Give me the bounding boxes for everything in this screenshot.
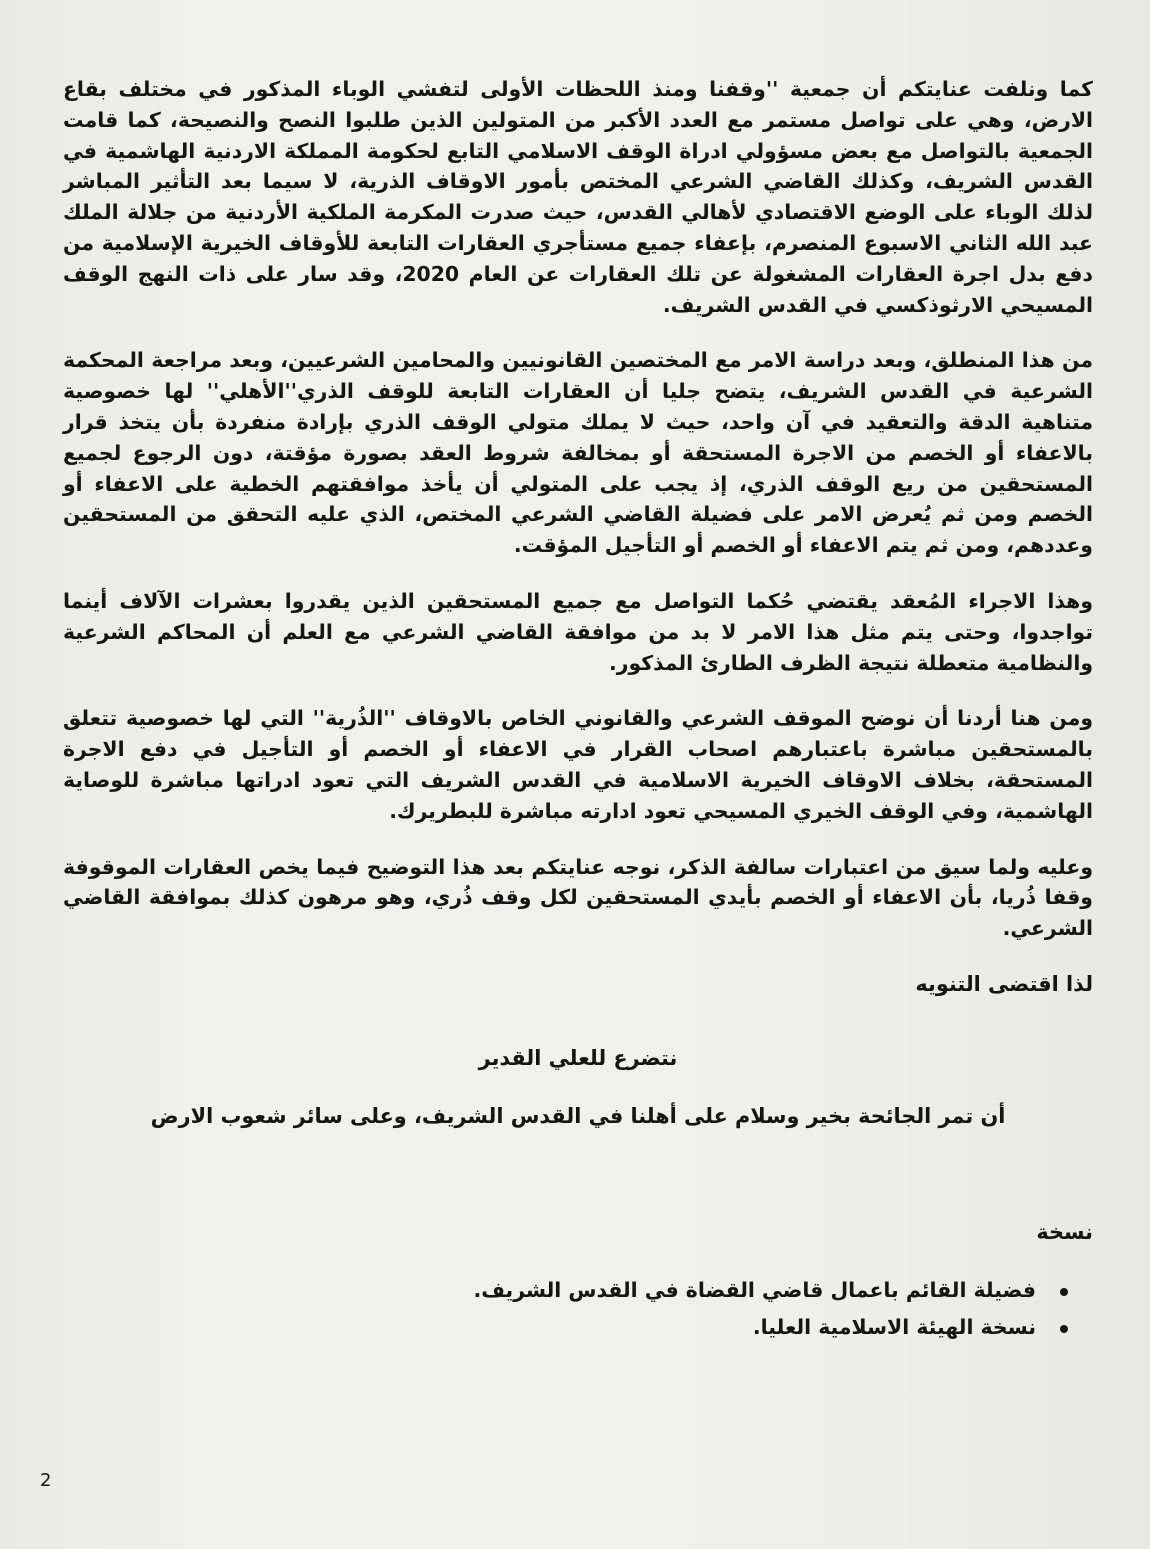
paragraph-3: وهذا الاجراء المُعقد يقتضي حُكما التواصل مع جميع المستحقين الذين يقدروا بعشرات الآلاف أينما تواجدوا، وحتى يتم مثل هذا الامر لا بد من موافقة القاضي الشرعي مع العلم أن المحاكم الشرعية والنظامية متعطلة نتيجة الظرف الطارئ المذكور. [63, 588, 1093, 675]
bullet-dot-icon [1060, 1288, 1068, 1296]
copy-list [63, 1275, 1093, 1343]
copy-item-text: نسخة الهيئة الاسلامية العليا. [752, 1314, 1036, 1339]
closing-line-2: أن تمر الجائحة بخير وسلام على أهلنا في القدس الشريف، وعلى سائر شعوب الارض [150, 1103, 1006, 1128]
notice-heading: لذا اقتضى التنويه [915, 971, 1093, 996]
copy-list-item [63, 1312, 1068, 1343]
copy-list-item [63, 1275, 1068, 1306]
paragraph-1: كما ونلفت عنايتكم أن جمعية ''وقفنا ومنذ اللحظات الأولى لتفشي الوباء المذكور في مختلف بقاع الارض، وهي على تواصل مستمر مع العدد الأكبر من المتولين الذين طلبوا النصح والنصيحة، كما قامت الجمعية بالتواصل مع بعض مسؤولي ادراة الوقف الاسلامي التابع لحكومة المملكة الاردنية الهاشمية في القدس الشريف، وكذلك القاضي الشرعي المختص بأمور الاوقاف الذرية، لا سيما بعد التأثير المباشر لذلك الوباء على الوضع الاقتصادي لأهالي القدس، حيث صدرت المكرمة الملكية الأردنية من جلالة الملك عبد الله الثاني الاسبوع المنصرم، بإعفاء جميع مستأجري العقارات التابعة للأوقاف الخيرية الإسلامية من دفع بدل اجرة العقارات المشغولة عن تلك العقارات عن العام 2020، وقد سار على ذات النهج الوقف المسيحي الارثوذكسي في القدس الشريف. [63, 77, 1093, 317]
paragraph-2: من هذا المنطلق، وبعد دراسة الامر مع المختصين القانونيين والمحامين الشرعيين، وبعد مراجعة المحكمة الشرعية في القدس الشريف، يتضح جليا أن العقارات التابعة للوقف الذري''الأهلي'' لها خصوصية متناهية الدقة والتعقيد في آن واحد، حيث لا يملك متولي الوقف الذري بإرادة منفردة بأن يتخذ قرار بالاعفاء أو الخصم من الاجرة المستحقة أو بمخالفة شروط العقد بصورة مؤقتة، دون الرجوع لجميع المستحقين من ريع الوقف الذري، إذ يجب على المتولي أن يأخذ موافقتهم الخطية على الاعفاء أو الخصم ومن ثم يُعرض الامر على فضيلة القاضي الشرعي المختص، الذي عليه التحقق من المستحقين وعددهم، ومن ثم يتم الاعفاء أو الخصم أو التأجيل المؤقت. [63, 348, 1093, 558]
document-content [63, 74, 1093, 1349]
copy-title: نسخة [1036, 1220, 1093, 1245]
paragraph-4: ومن هنا أردنا أن نوضح الموقف الشرعي والقانوني الخاص بالاوقاف ''الذُرية'' التي لها خصوصية تتعلق بالمستحقين مباشرة باعتبارهم اصحاب القرار في الاعفاء أو الخصم أو التأجيل في دفع الاجرة المستحقة، بخلاف الاوقاف الخيرية الاسلامية في القدس الشريف التي تعود ادراتها مباشرة للوصاية الهاشمية، وفي الوقف الخيري المسيحي تعود ادارته مباشرة للبطريرك. [63, 706, 1093, 823]
paragraph-5: وعليه ولما سيق من اعتبارات سالفة الذكر، نوجه عنايتكم بعد هذا التوضيح فيما يخص العقارات الموقوفة وقفا ذُريا، بأن الاعفاء أو الخصم بأيدي المستحقين لكل وقف ذُري، وهو مرهون كذلك بموافقة القاضي الشرعي. [63, 854, 1093, 941]
bullet-dot-icon [1060, 1325, 1068, 1333]
page-number: 2 [40, 1470, 52, 1491]
copy-item-text: فضيلة القائم باعمال قاضي القضاة في القدس الشريف. [473, 1278, 1036, 1303]
closing-line-1: نتضرع للعلي القدير [478, 1045, 678, 1070]
